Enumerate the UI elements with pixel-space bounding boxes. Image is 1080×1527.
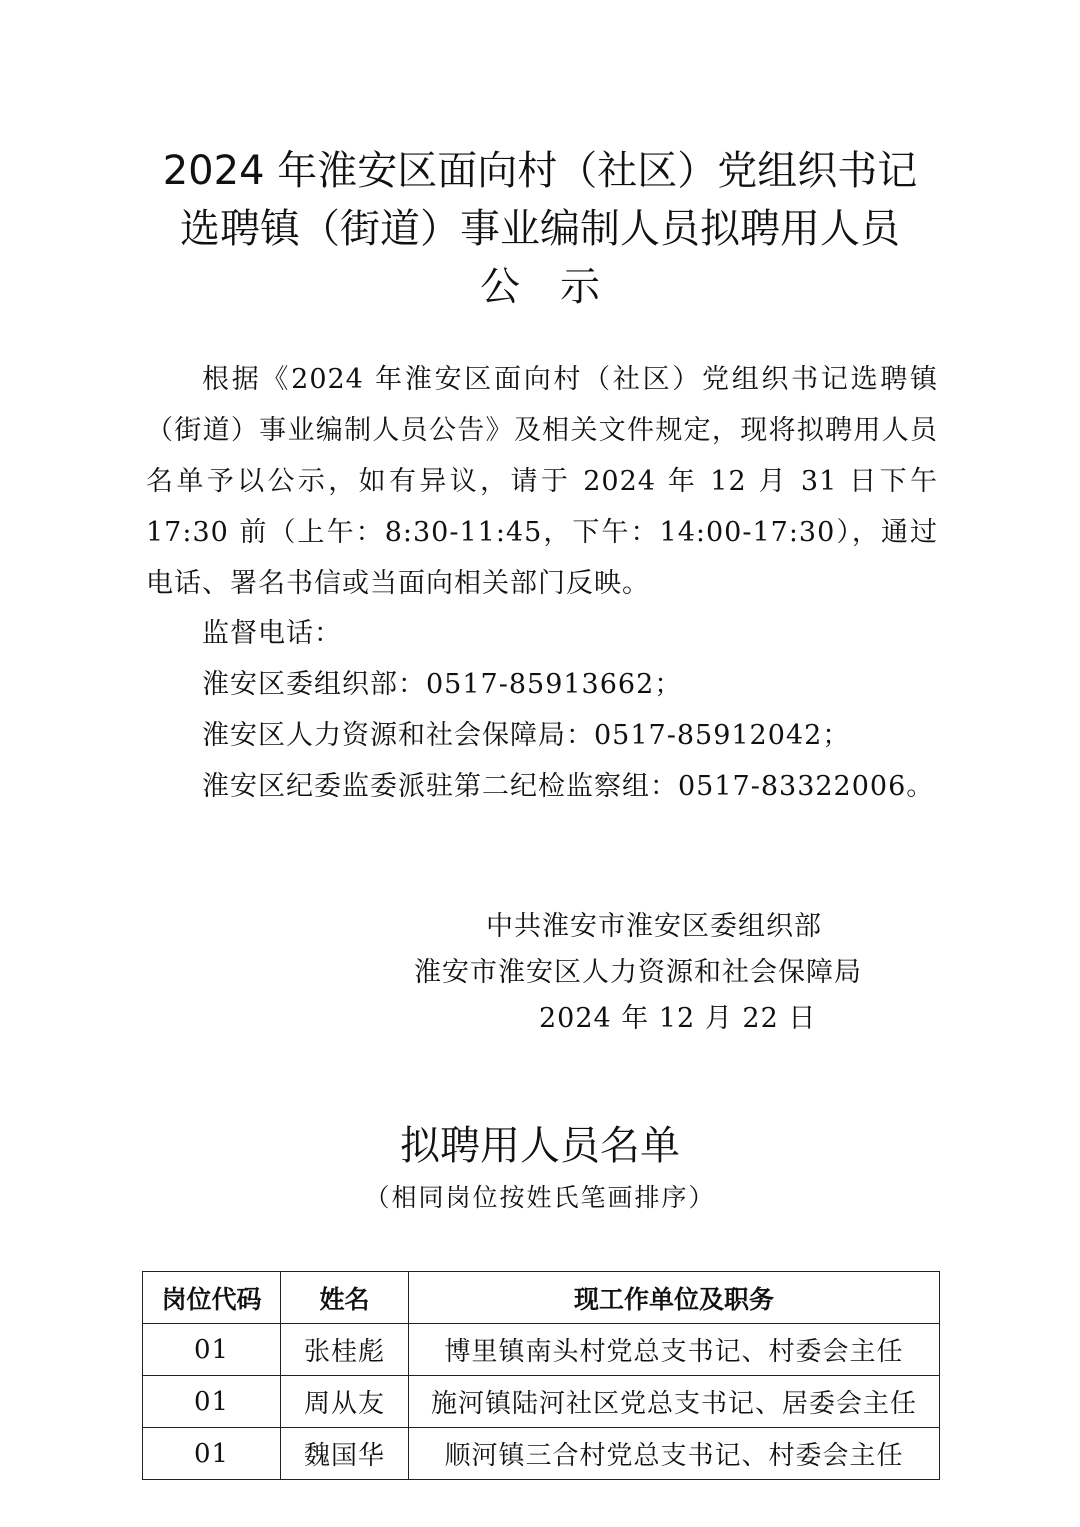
announcement-paragraph: 根据《2024 年淮安区面向村（社区）党组织书记选聘镇（街道）事业编制人员公告》及相关文件规定，现将拟聘用人员名单予以公示，如有异议，请于 2024 年 12 月 31 日下午 17:30 前（上午：8:30-11:45，下午：14:00-17:30），通过电话、署名书信或当面向相关部门反映。 [146,364,938,599]
header-name: 姓名 [281,1272,409,1324]
cell-name: 魏国华 [281,1428,409,1480]
header-position-code: 岗位代码 [143,1272,281,1324]
document-title [0,142,1080,316]
table-row [143,1376,940,1428]
cell-position-code: 01 [143,1428,281,1480]
contact-organization-dept: 淮安区委组织部：0517-85913662； [202,669,683,700]
cell-position-code: 01 [143,1324,281,1376]
contacts-heading: 监督电话： [202,618,342,649]
roster-title: 拟聘用人员名单 [400,1123,680,1169]
title-line-2: 选聘镇（街道）事业编制人员拟聘用人员 [180,206,900,252]
signature-date: 2024 年 12 月 22 日 [539,1003,817,1034]
roster-subtitle: （相同岗位按姓氏笔画排序） [364,1183,716,1212]
table-row [143,1428,940,1480]
title-line-1: 2024 年淮安区面向村（社区）党组织书记 [162,148,918,194]
signature-org-1: 中共淮安市淮安区委组织部 [486,911,822,942]
roster-table [142,1271,940,1480]
table-header-row [143,1272,940,1324]
contact-discipline-group: 淮安区纪委监委派驻第二纪检监察组：0517-83322006。 [202,771,935,802]
cell-name: 张桂彪 [281,1324,409,1376]
cell-current-unit: 施河镇陆河社区党总支书记、居委会主任 [409,1376,940,1428]
cell-position-code: 01 [143,1376,281,1428]
cell-current-unit: 博里镇南头村党总支书记、村委会主任 [409,1324,940,1376]
cell-name: 周从友 [281,1376,409,1428]
table-row [143,1324,940,1376]
cell-current-unit: 顺河镇三合村党总支书记、村委会主任 [409,1428,940,1480]
title-line-3: 公 示 [480,264,600,310]
contact-hr-bureau: 淮安区人力资源和社会保障局：0517-85912042； [202,720,851,751]
signature-org-2: 淮安市淮安区人力资源和社会保障局 [414,957,862,988]
header-current-unit: 现工作单位及职务 [409,1272,940,1324]
